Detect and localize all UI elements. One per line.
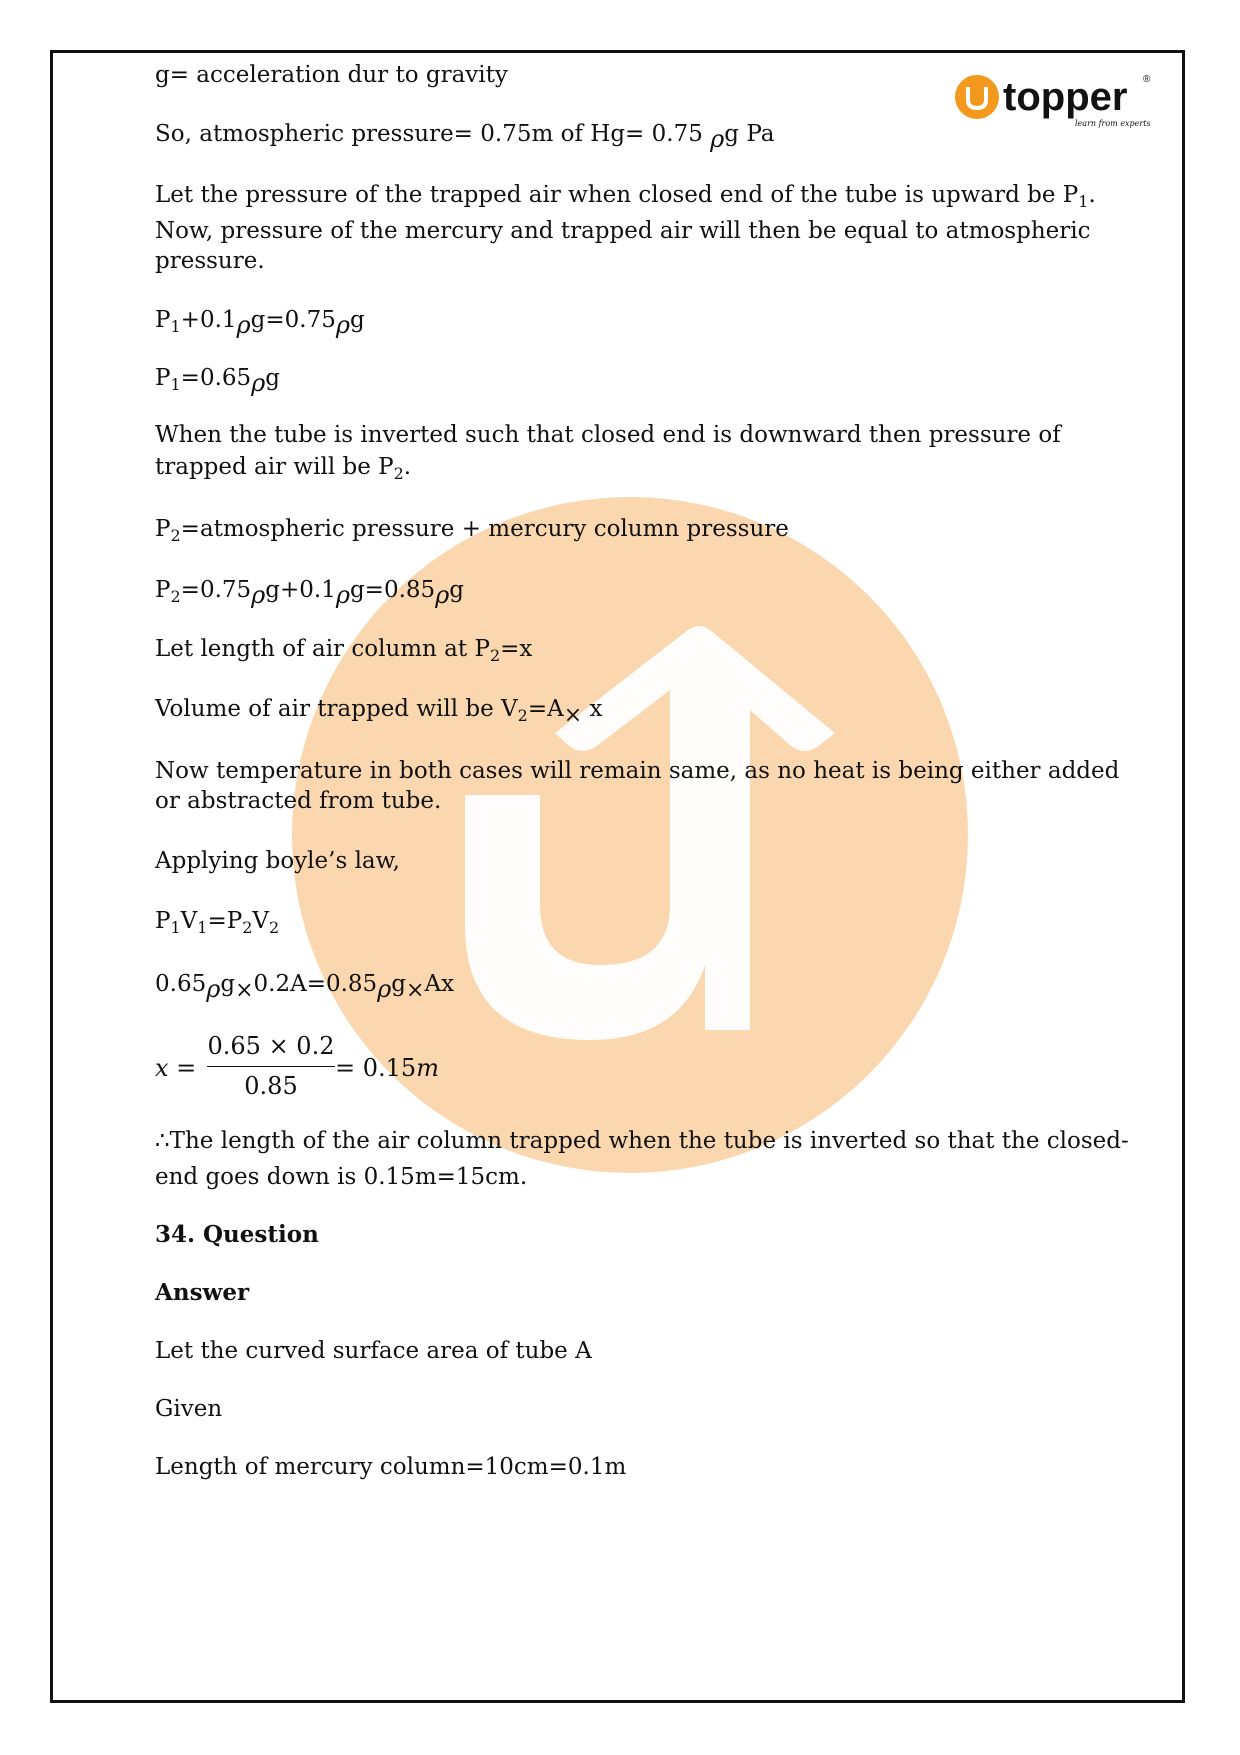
fraction-denominator: 0.85	[244, 1072, 298, 1100]
fraction-result: = 0.15m	[335, 1054, 439, 1082]
text-line-8: Let length of air column at $P_2=x$	[155, 636, 533, 665]
text-line-3: Let the pressure of the trapped air when closed end of the tube is upward be $P_1$.	[155, 182, 1096, 211]
question-heading: 34. Question	[155, 1221, 319, 1248]
fraction-numerator: 0.65 × 0.2	[207, 1032, 335, 1060]
utopper-logo	[955, 70, 1155, 132]
equation-6: 0.65ρg×0.2A=0.85ρg×Ax	[155, 971, 455, 1003]
logo-tagline: learn from experts	[1075, 119, 1151, 128]
equation-1: $P_1+0.1\rho g=0.75\rho g$	[155, 307, 365, 339]
text-line-17: Length of mercury column=10cm=0.1m	[155, 1454, 627, 1480]
fraction-bar	[207, 1066, 335, 1067]
text-line-9: Volume of air trapped will be $V_2=A\times x$	[155, 696, 603, 728]
text-line-4: Now, pressure of the mercury and trapped air will then be equal to atmospheric	[155, 218, 1091, 244]
equation-2: $P_1=0.65\rho g$	[155, 365, 280, 397]
logo-registered: ®	[1143, 74, 1151, 85]
text-line-5: pressure.	[155, 248, 265, 274]
equation-3: $P_2=atmospheric$ pressure + mercury column pressure	[155, 516, 789, 545]
text-line-11: or abstracted from tube.	[155, 788, 442, 814]
text-line-15: Let the curved surface area of tube A	[155, 1338, 592, 1364]
text-line-14: end goes down is 0.15m=15cm.	[155, 1164, 528, 1190]
fraction-equation	[155, 1032, 455, 1102]
logo-brand: topper	[1003, 75, 1128, 119]
equation-4: $P_2=0.75\rho g+0.1\rho g=0.85\rho g$	[155, 577, 465, 609]
answer-heading: Answer	[155, 1279, 250, 1306]
text-line-7: trapped air will be $P_2$.	[155, 454, 412, 483]
text-line-12: Applying boyle’s law,	[155, 848, 400, 874]
text-line-1: g= acceleration dur to gravity	[155, 62, 508, 88]
text-line-2: So, atmospheric pressure= 0.75m of Hg= 0.75 ρg Pa	[155, 121, 775, 153]
text-line-13: ∴The length of the air column trapped when the tube is inverted so that the closed-	[155, 1128, 1129, 1154]
text-line-6: When the tube is inverted such that closed end is downward then pressure of	[155, 422, 1061, 448]
text-line-16: Given	[155, 1396, 223, 1422]
equation-5: $P_1V_1=P_2V_2$	[155, 908, 280, 937]
fraction-lhs: x =	[155, 1054, 197, 1082]
text-line-10: Now temperature in both cases will remain same, as no heat is being either added	[155, 758, 1120, 784]
